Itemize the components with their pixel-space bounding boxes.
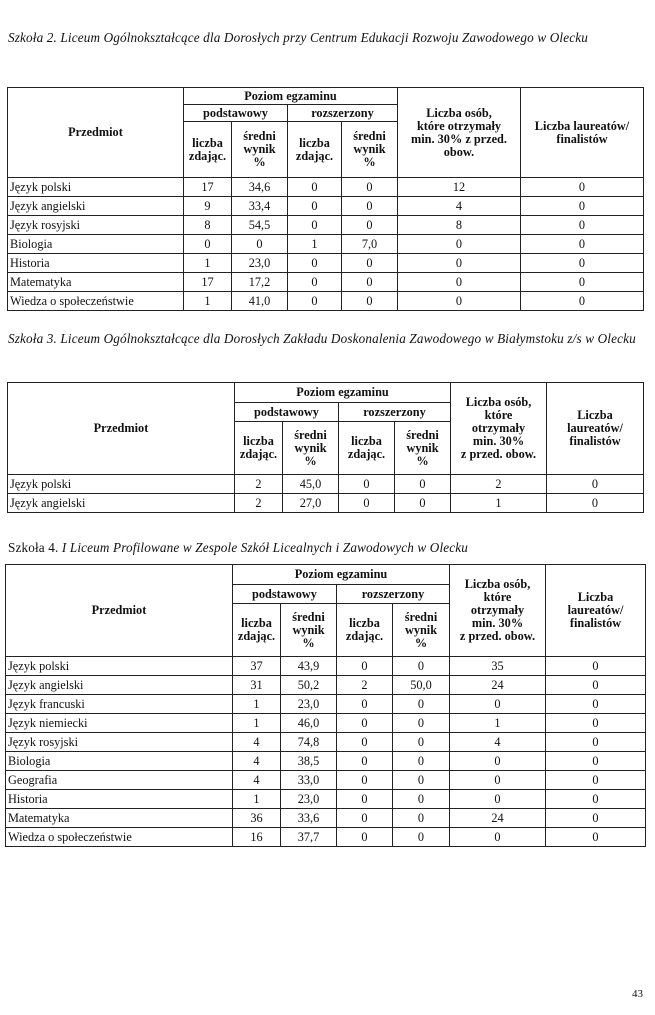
cell-subject: Język polski <box>6 657 233 676</box>
cell-laureates: 0 <box>521 273 644 292</box>
cell-basic-count: 0 <box>184 235 232 254</box>
cell-extended-score: 0 <box>342 254 398 273</box>
school2-caption: Szkoła 2. Liceum Ogólnokształcące dla Dorosłych przy Centrum Edukacji Rozwoju Zawodowego w Olecku <box>8 30 588 45</box>
cell-passed: 0 <box>398 235 521 254</box>
laureates-header <box>547 383 644 475</box>
cell-extended-count: 0 <box>337 809 393 828</box>
cell-basic-count: 1 <box>233 695 281 714</box>
cell-laureates: 0 <box>521 235 644 254</box>
cell-extended-count: 0 <box>339 494 395 513</box>
cell-basic-count: 1 <box>233 714 281 733</box>
table-row <box>6 676 646 695</box>
cell-basic-score: 46,0 <box>281 714 337 733</box>
exam-level-header: Poziom egzaminu <box>233 565 450 585</box>
cell-subject: Język angielski <box>6 676 233 695</box>
cell-subject: Język angielski <box>8 494 235 513</box>
cell-subject: Język francuski <box>6 695 233 714</box>
cell-laureates: 0 <box>546 790 646 809</box>
cell-extended-score: 0 <box>342 273 398 292</box>
cell-passed: 4 <box>450 733 546 752</box>
cell-basic-score: 33,6 <box>281 809 337 828</box>
cell-subject: Historia <box>6 790 233 809</box>
cell-basic-score: 43,9 <box>281 657 337 676</box>
exam-level-header: Poziom egzaminu <box>235 383 451 403</box>
cell-basic-score: 41,0 <box>232 292 288 311</box>
cell-laureates: 0 <box>546 733 646 752</box>
cell-extended-count: 0 <box>337 790 393 809</box>
school4-caption-lead: Szkoła 4. <box>8 540 59 555</box>
count-header: liczba zdając. <box>235 422 283 475</box>
passed-header-line: min. 30% <box>471 616 524 630</box>
extended-level-header: rozszerzony <box>339 403 451 422</box>
count-header: liczba zdając. <box>184 122 232 178</box>
cell-subject: Język niemiecki <box>6 714 233 733</box>
cell-laureates: 0 <box>521 197 644 216</box>
laureates-header-line: laureatów/ <box>567 421 623 435</box>
cell-passed: 0 <box>450 790 546 809</box>
extended-level-header: rozszerzony <box>337 585 450 604</box>
cell-basic-score: 23,0 <box>232 254 288 273</box>
school2-results-table <box>7 87 644 311</box>
passed-header-line: z przed. obow. <box>460 447 537 461</box>
count-header: liczba zdając. <box>337 604 393 657</box>
table-row <box>6 828 646 847</box>
cell-basic-score: 33,4 <box>232 197 288 216</box>
passed-header <box>451 383 547 475</box>
cell-extended-count: 2 <box>337 676 393 695</box>
exam-level-header: Poziom egzaminu <box>184 88 398 105</box>
table-row <box>6 733 646 752</box>
cell-passed: 0 <box>450 752 546 771</box>
subject-header: Przedmiot <box>8 88 184 178</box>
cell-subject: Matematyka <box>6 809 233 828</box>
cell-passed: 35 <box>450 657 546 676</box>
cell-passed: 2 <box>451 475 547 494</box>
cell-extended-score: 0 <box>342 216 398 235</box>
cell-basic-score: 0 <box>232 235 288 254</box>
cell-extended-count: 0 <box>337 828 393 847</box>
cell-passed: 0 <box>398 273 521 292</box>
cell-basic-count: 4 <box>233 752 281 771</box>
cell-basic-count: 1 <box>233 790 281 809</box>
passed-header-line: które <box>484 408 513 422</box>
extended-level-header: rozszerzony <box>288 105 398 122</box>
cell-passed: 1 <box>451 494 547 513</box>
cell-laureates: 0 <box>521 292 644 311</box>
cell-extended-score: 0 <box>393 809 450 828</box>
subject-header: Przedmiot <box>6 565 233 657</box>
passed-header <box>450 565 546 657</box>
cell-extended-score: 0 <box>393 828 450 847</box>
cell-basic-score: 27,0 <box>283 494 339 513</box>
cell-subject: Język rosyjski <box>6 733 233 752</box>
school4-caption <box>8 537 644 558</box>
laureates-header-line: finalistów <box>569 434 621 448</box>
table-row <box>8 235 644 254</box>
table-row <box>6 771 646 790</box>
laureates-header-line: Liczba laureatów/ <box>534 118 630 133</box>
cell-laureates: 0 <box>521 216 644 235</box>
count-header: liczba zdając. <box>233 604 281 657</box>
cell-basic-score: 37,7 <box>281 828 337 847</box>
laureates-header <box>521 88 644 178</box>
cell-basic-score: 17,2 <box>232 273 288 292</box>
cell-extended-score: 0 <box>393 657 450 676</box>
cell-passed: 0 <box>450 695 546 714</box>
cell-extended-count: 0 <box>288 197 342 216</box>
table-row <box>8 254 644 273</box>
cell-laureates: 0 <box>546 809 646 828</box>
table-row <box>8 475 644 494</box>
school3-results-table <box>7 382 644 513</box>
basic-level-header: podstawowy <box>184 105 288 122</box>
passed-header <box>398 88 521 178</box>
school4-caption-rest: I Liceum Profilowane w Zespole Szkół Licealnych i Zawodowych w Olecku <box>61 540 469 555</box>
cell-extended-score: 50,0 <box>393 676 450 695</box>
basic-level-header: podstawowy <box>235 403 339 422</box>
cell-extended-score: 0 <box>395 475 451 494</box>
cell-basic-count: 2 <box>235 494 283 513</box>
table-row <box>6 809 646 828</box>
cell-subject: Biologia <box>8 235 184 254</box>
cell-extended-score: 0 <box>395 494 451 513</box>
cell-subject: Matematyka <box>8 273 184 292</box>
cell-laureates: 0 <box>546 752 646 771</box>
laureates-header-line: Liczba <box>577 590 614 604</box>
table-row <box>8 292 644 311</box>
passed-header-line: otrzymały <box>470 603 525 617</box>
cell-passed: 24 <box>450 676 546 695</box>
cell-basic-score: 50,2 <box>281 676 337 695</box>
cell-basic-score: 38,5 <box>281 752 337 771</box>
cell-extended-count: 1 <box>288 235 342 254</box>
cell-basic-count: 1 <box>184 292 232 311</box>
cell-extended-score: 0 <box>393 790 450 809</box>
basic-level-header: podstawowy <box>233 585 337 604</box>
school3-caption: Szkoła 3. Liceum Ogólnokształcące dla Dorosłych Zakładu Doskonalenia Zawodowego w Białymstoku z/s w Olecku <box>8 331 636 346</box>
school4-table-body <box>6 657 646 847</box>
cell-extended-count: 0 <box>288 292 342 311</box>
passed-header-line: Liczba osób, <box>465 395 532 409</box>
cell-extended-count: 0 <box>337 714 393 733</box>
cell-basic-count: 17 <box>184 178 232 197</box>
passed-header-line: min. 30% z przed. <box>411 131 507 146</box>
cell-laureates: 0 <box>546 828 646 847</box>
school4-results-table <box>5 564 646 847</box>
cell-subject: Język angielski <box>8 197 184 216</box>
cell-passed: 24 <box>450 809 546 828</box>
cell-laureates: 0 <box>546 657 646 676</box>
count-header: liczba zdając. <box>288 122 342 178</box>
table-row <box>8 216 644 235</box>
passed-header-line: otrzymały <box>471 421 526 435</box>
cell-extended-score: 0 <box>393 714 450 733</box>
table-row <box>8 494 644 513</box>
laureates-header-line: finalistów <box>556 131 608 146</box>
cell-basic-score: 54,5 <box>232 216 288 235</box>
cell-subject: Historia <box>8 254 184 273</box>
cell-basic-score: 34,6 <box>232 178 288 197</box>
cell-basic-count: 4 <box>233 733 281 752</box>
cell-basic-score: 23,0 <box>281 695 337 714</box>
passed-header-line: obow. <box>443 144 475 159</box>
cell-passed: 0 <box>398 254 521 273</box>
table-row <box>6 714 646 733</box>
cell-laureates: 0 <box>521 178 644 197</box>
passed-header-line: które <box>483 590 512 604</box>
cell-extended-score: 0 <box>342 197 398 216</box>
table-row <box>8 273 644 292</box>
cell-extended-count: 0 <box>337 752 393 771</box>
school2-table-body <box>8 178 644 311</box>
cell-basic-count: 9 <box>184 197 232 216</box>
cell-extended-count: 0 <box>339 475 395 494</box>
cell-basic-count: 4 <box>233 771 281 790</box>
cell-extended-count: 0 <box>337 771 393 790</box>
cell-subject: Biologia <box>6 752 233 771</box>
passed-header-line: z przed. obow. <box>459 629 536 643</box>
cell-extended-score: 0 <box>393 695 450 714</box>
cell-extended-score: 0 <box>342 178 398 197</box>
subject-header: Przedmiot <box>8 383 235 475</box>
cell-passed: 0 <box>398 292 521 311</box>
score-header: średni wynik % <box>342 122 398 178</box>
cell-extended-score: 0 <box>393 752 450 771</box>
table-row <box>6 790 646 809</box>
cell-basic-score: 45,0 <box>283 475 339 494</box>
table-row <box>8 178 644 197</box>
score-header: średni wynik % <box>232 122 288 178</box>
cell-subject: Język polski <box>8 178 184 197</box>
cell-extended-score: 0 <box>393 771 450 790</box>
cell-passed: 4 <box>398 197 521 216</box>
cell-laureates: 0 <box>547 494 644 513</box>
cell-basic-count: 37 <box>233 657 281 676</box>
laureates-header <box>546 565 646 657</box>
cell-extended-score: 0 <box>342 292 398 311</box>
cell-laureates: 0 <box>546 771 646 790</box>
page-number: 43 <box>632 988 643 1000</box>
count-header: liczba zdając. <box>339 422 395 475</box>
cell-laureates: 0 <box>546 676 646 695</box>
cell-basic-count: 31 <box>233 676 281 695</box>
cell-basic-score: 33,0 <box>281 771 337 790</box>
score-header: średni wynik % <box>393 604 450 657</box>
laureates-header-line: finalistów <box>569 616 622 630</box>
score-header: średni wynik % <box>283 422 339 475</box>
passed-header-line: które otrzymały <box>416 118 502 133</box>
cell-laureates: 0 <box>547 475 644 494</box>
passed-header-line: min. 30% <box>472 434 525 448</box>
cell-laureates: 0 <box>521 254 644 273</box>
cell-passed: 8 <box>398 216 521 235</box>
cell-passed: 12 <box>398 178 521 197</box>
cell-extended-score: 7,0 <box>342 235 398 254</box>
cell-subject: Język polski <box>8 475 235 494</box>
cell-basic-score: 23,0 <box>281 790 337 809</box>
passed-header-line: Liczba osób, <box>464 577 531 591</box>
cell-extended-count: 0 <box>288 178 342 197</box>
passed-header-line: Liczba osób, <box>426 105 492 120</box>
cell-basic-count: 16 <box>233 828 281 847</box>
cell-basic-count: 1 <box>184 254 232 273</box>
cell-passed: 0 <box>450 828 546 847</box>
table-row <box>6 657 646 676</box>
cell-passed: 0 <box>450 771 546 790</box>
laureates-header-line: Liczba <box>577 408 613 422</box>
score-header: średni wynik % <box>281 604 337 657</box>
cell-basic-score: 74,8 <box>281 733 337 752</box>
cell-laureates: 0 <box>546 695 646 714</box>
cell-subject: Język rosyjski <box>8 216 184 235</box>
cell-basic-count: 36 <box>233 809 281 828</box>
cell-basic-count: 17 <box>184 273 232 292</box>
cell-extended-count: 0 <box>288 254 342 273</box>
cell-subject: Geografia <box>6 771 233 790</box>
cell-passed: 1 <box>450 714 546 733</box>
table-row <box>8 197 644 216</box>
cell-extended-score: 0 <box>393 733 450 752</box>
cell-laureates: 0 <box>546 714 646 733</box>
cell-extended-count: 0 <box>288 273 342 292</box>
cell-subject: Wiedza o społeczeństwie <box>6 828 233 847</box>
laureates-header-line: laureatów/ <box>567 603 624 617</box>
cell-subject: Wiedza o społeczeństwie <box>8 292 184 311</box>
cell-extended-count: 0 <box>288 216 342 235</box>
cell-basic-count: 2 <box>235 475 283 494</box>
school3-table-body <box>8 475 644 513</box>
cell-basic-count: 8 <box>184 216 232 235</box>
cell-extended-count: 0 <box>337 733 393 752</box>
table-row <box>6 752 646 771</box>
cell-extended-count: 0 <box>337 657 393 676</box>
score-header: średni wynik % <box>395 422 451 475</box>
table-row <box>6 695 646 714</box>
cell-extended-count: 0 <box>337 695 393 714</box>
